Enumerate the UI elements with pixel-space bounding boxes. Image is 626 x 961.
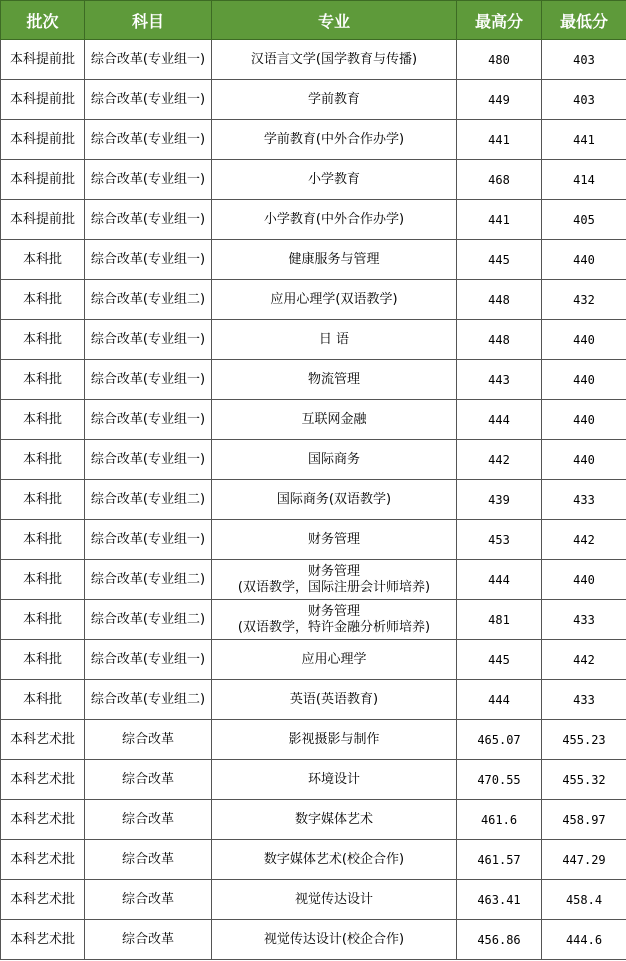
cell-min-score: 447.29	[542, 840, 626, 880]
major-line: 财务管理	[307, 531, 360, 547]
cell-batch: 本科批	[1, 280, 85, 320]
cell-subject: 综合改革(专业组一)	[85, 640, 212, 680]
cell-major	[212, 400, 457, 440]
major-line: 健康服务与管理	[288, 251, 380, 267]
table-row	[1, 40, 626, 80]
major-line: 应用心理学(双语教学)	[270, 291, 398, 307]
cell-subject: 综合改革(专业组一)	[85, 160, 212, 200]
cell-subject: 综合改革	[85, 760, 212, 800]
cell-batch: 本科艺术批	[1, 800, 85, 840]
major-line: 视觉传达设计(校企合作)	[263, 931, 405, 947]
cell-batch: 本科艺术批	[1, 760, 85, 800]
table-row	[1, 600, 626, 640]
table-row	[1, 520, 626, 560]
major-line: 国际商务	[307, 451, 360, 467]
cell-batch: 本科艺术批	[1, 880, 85, 920]
cell-subject: 综合改革	[85, 800, 212, 840]
cell-batch: 本科批	[1, 480, 85, 520]
cell-max-score: 453	[457, 520, 542, 560]
cell-max-score: 441	[457, 120, 542, 160]
cell-min-score: 433	[542, 680, 626, 720]
cell-major	[212, 840, 457, 880]
cell-batch: 本科批	[1, 240, 85, 280]
table-row	[1, 320, 626, 360]
cell-min-score: 440	[542, 320, 626, 360]
cell-major	[212, 360, 457, 400]
cell-major	[212, 40, 457, 80]
table-row	[1, 440, 626, 480]
cell-subject: 综合改革(专业组一)	[85, 80, 212, 120]
cell-subject: 综合改革(专业组二)	[85, 560, 212, 600]
cell-major	[212, 800, 457, 840]
cell-batch: 本科批	[1, 320, 85, 360]
cell-batch: 本科批	[1, 560, 85, 600]
cell-min-score: 455.32	[542, 760, 626, 800]
cell-subject: 综合改革(专业组二)	[85, 280, 212, 320]
cell-subject: 综合改革(专业组一)	[85, 200, 212, 240]
cell-major	[212, 760, 457, 800]
cell-max-score: 442	[457, 440, 542, 480]
cell-major	[212, 320, 457, 360]
cell-subject: 综合改革(专业组一)	[85, 440, 212, 480]
table-row	[1, 240, 626, 280]
cell-subject: 综合改革(专业组一)	[85, 40, 212, 80]
cell-min-score: 455.23	[542, 720, 626, 760]
major-line: 财务管理	[307, 603, 360, 619]
table-row	[1, 280, 626, 320]
major-line: 学前教育	[307, 91, 360, 107]
cell-max-score: 445	[457, 240, 542, 280]
cell-batch: 本科艺术批	[1, 920, 85, 960]
table-header	[1, 1, 626, 40]
header-min-score: 最低分	[542, 1, 626, 40]
major-line: 物流管理	[307, 371, 360, 387]
cell-max-score: 444	[457, 680, 542, 720]
cell-min-score: 433	[542, 480, 626, 520]
major-line: 日 语	[318, 331, 350, 347]
cell-major	[212, 440, 457, 480]
cell-batch: 本科提前批	[1, 160, 85, 200]
major-line: 应用心理学	[301, 651, 367, 667]
cell-min-score: 442	[542, 640, 626, 680]
table-row	[1, 200, 626, 240]
cell-min-score: 458.4	[542, 880, 626, 920]
cell-max-score: 461.6	[457, 800, 542, 840]
cell-batch: 本科批	[1, 520, 85, 560]
cell-min-score: 440	[542, 360, 626, 400]
cell-min-score: 403	[542, 40, 626, 80]
cell-max-score: 468	[457, 160, 542, 200]
cell-max-score: 456.86	[457, 920, 542, 960]
header-subject: 科目	[85, 1, 212, 40]
cell-max-score: 444	[457, 400, 542, 440]
major-line: 视觉传达设计	[294, 891, 373, 907]
table-row	[1, 480, 626, 520]
cell-min-score: 440	[542, 400, 626, 440]
cell-min-score: 440	[542, 440, 626, 480]
cell-min-score: 405	[542, 200, 626, 240]
major-line: 数字媒体艺术	[294, 811, 373, 827]
cell-major	[212, 240, 457, 280]
cell-batch: 本科提前批	[1, 40, 85, 80]
cell-max-score: 463.41	[457, 880, 542, 920]
table-row	[1, 720, 626, 760]
table-row	[1, 400, 626, 440]
major-line: (双语教学，特许金融分析师培养)	[237, 619, 431, 635]
major-line: 互联网金融	[301, 411, 367, 427]
cell-max-score: 470.55	[457, 760, 542, 800]
cell-major	[212, 520, 457, 560]
table-row	[1, 760, 626, 800]
cell-subject: 综合改革	[85, 840, 212, 880]
table-row	[1, 120, 626, 160]
cell-major	[212, 680, 457, 720]
table-row	[1, 80, 626, 120]
header-batch: 批次	[1, 1, 85, 40]
cell-batch: 本科批	[1, 600, 85, 640]
major-line: 财务管理	[307, 563, 360, 579]
cell-max-score: 481	[457, 600, 542, 640]
cell-major	[212, 80, 457, 120]
cell-subject: 综合改革(专业组二)	[85, 480, 212, 520]
cell-max-score: 448	[457, 320, 542, 360]
table-row	[1, 640, 626, 680]
header-major: 专业	[212, 1, 457, 40]
major-line: 国际商务(双语教学)	[276, 491, 392, 507]
cell-batch: 本科艺术批	[1, 840, 85, 880]
cell-min-score: 403	[542, 80, 626, 120]
cell-batch: 本科批	[1, 640, 85, 680]
cell-subject: 综合改革(专业组一)	[85, 320, 212, 360]
cell-batch: 本科提前批	[1, 120, 85, 160]
cell-min-score: 442	[542, 520, 626, 560]
cell-batch: 本科批	[1, 400, 85, 440]
cell-min-score: 432	[542, 280, 626, 320]
table-row	[1, 840, 626, 880]
table-row	[1, 920, 626, 960]
cell-max-score: 465.07	[457, 720, 542, 760]
table-row	[1, 880, 626, 920]
cell-min-score: 440	[542, 240, 626, 280]
cell-subject: 综合改革(专业组一)	[85, 400, 212, 440]
cell-max-score: 444	[457, 560, 542, 600]
cell-min-score: 458.97	[542, 800, 626, 840]
major-line: 英语(英语教育)	[289, 691, 379, 707]
major-line: 环境设计	[307, 771, 360, 787]
cell-batch: 本科批	[1, 680, 85, 720]
cell-subject: 综合改革	[85, 920, 212, 960]
cell-max-score: 443	[457, 360, 542, 400]
cell-major	[212, 160, 457, 200]
cell-major	[212, 120, 457, 160]
cell-min-score: 441	[542, 120, 626, 160]
cell-subject: 综合改革(专业组一)	[85, 240, 212, 280]
major-line: 影视摄影与制作	[288, 731, 380, 747]
cell-subject: 综合改革(专业组一)	[85, 120, 212, 160]
cell-min-score: 444.6	[542, 920, 626, 960]
major-line: 数字媒体艺术(校企合作)	[263, 851, 405, 867]
major-line: 小学教育	[307, 171, 360, 187]
cell-max-score: 439	[457, 480, 542, 520]
cell-major	[212, 200, 457, 240]
cell-subject: 综合改革(专业组一)	[85, 360, 212, 400]
cell-batch: 本科批	[1, 360, 85, 400]
header-row	[1, 1, 626, 40]
cell-min-score: 433	[542, 600, 626, 640]
cell-subject: 综合改革	[85, 880, 212, 920]
cell-max-score: 480	[457, 40, 542, 80]
cell-batch: 本科批	[1, 440, 85, 480]
header-max-score: 最高分	[457, 1, 542, 40]
cell-max-score: 461.57	[457, 840, 542, 880]
table-body	[1, 40, 626, 960]
table-row	[1, 800, 626, 840]
cell-major	[212, 480, 457, 520]
cell-major	[212, 280, 457, 320]
table-row	[1, 560, 626, 600]
cell-batch: 本科提前批	[1, 80, 85, 120]
cell-subject: 综合改革(专业组一)	[85, 520, 212, 560]
major-line: (双语教学，国际注册会计师培养)	[237, 579, 431, 595]
cell-max-score: 441	[457, 200, 542, 240]
major-line: 小学教育(中外合作办学)	[263, 211, 405, 227]
cell-max-score: 448	[457, 280, 542, 320]
table-row	[1, 160, 626, 200]
cell-major	[212, 880, 457, 920]
cell-batch: 本科提前批	[1, 200, 85, 240]
cell-subject: 综合改革(专业组二)	[85, 600, 212, 640]
table-row	[1, 680, 626, 720]
cell-major	[212, 920, 457, 960]
cell-min-score: 440	[542, 560, 626, 600]
cell-subject: 综合改革	[85, 720, 212, 760]
cell-min-score: 414	[542, 160, 626, 200]
cell-major	[212, 720, 457, 760]
cell-major	[212, 600, 457, 640]
cell-batch: 本科艺术批	[1, 720, 85, 760]
cell-max-score: 449	[457, 80, 542, 120]
major-line: 学前教育(中外合作办学)	[263, 131, 405, 147]
cell-max-score: 445	[457, 640, 542, 680]
cell-major	[212, 560, 457, 600]
cell-subject: 综合改革(专业组二)	[85, 680, 212, 720]
major-line: 汉语言文学(国学教育与传播)	[250, 51, 418, 67]
cell-major	[212, 640, 457, 680]
table-row	[1, 360, 626, 400]
